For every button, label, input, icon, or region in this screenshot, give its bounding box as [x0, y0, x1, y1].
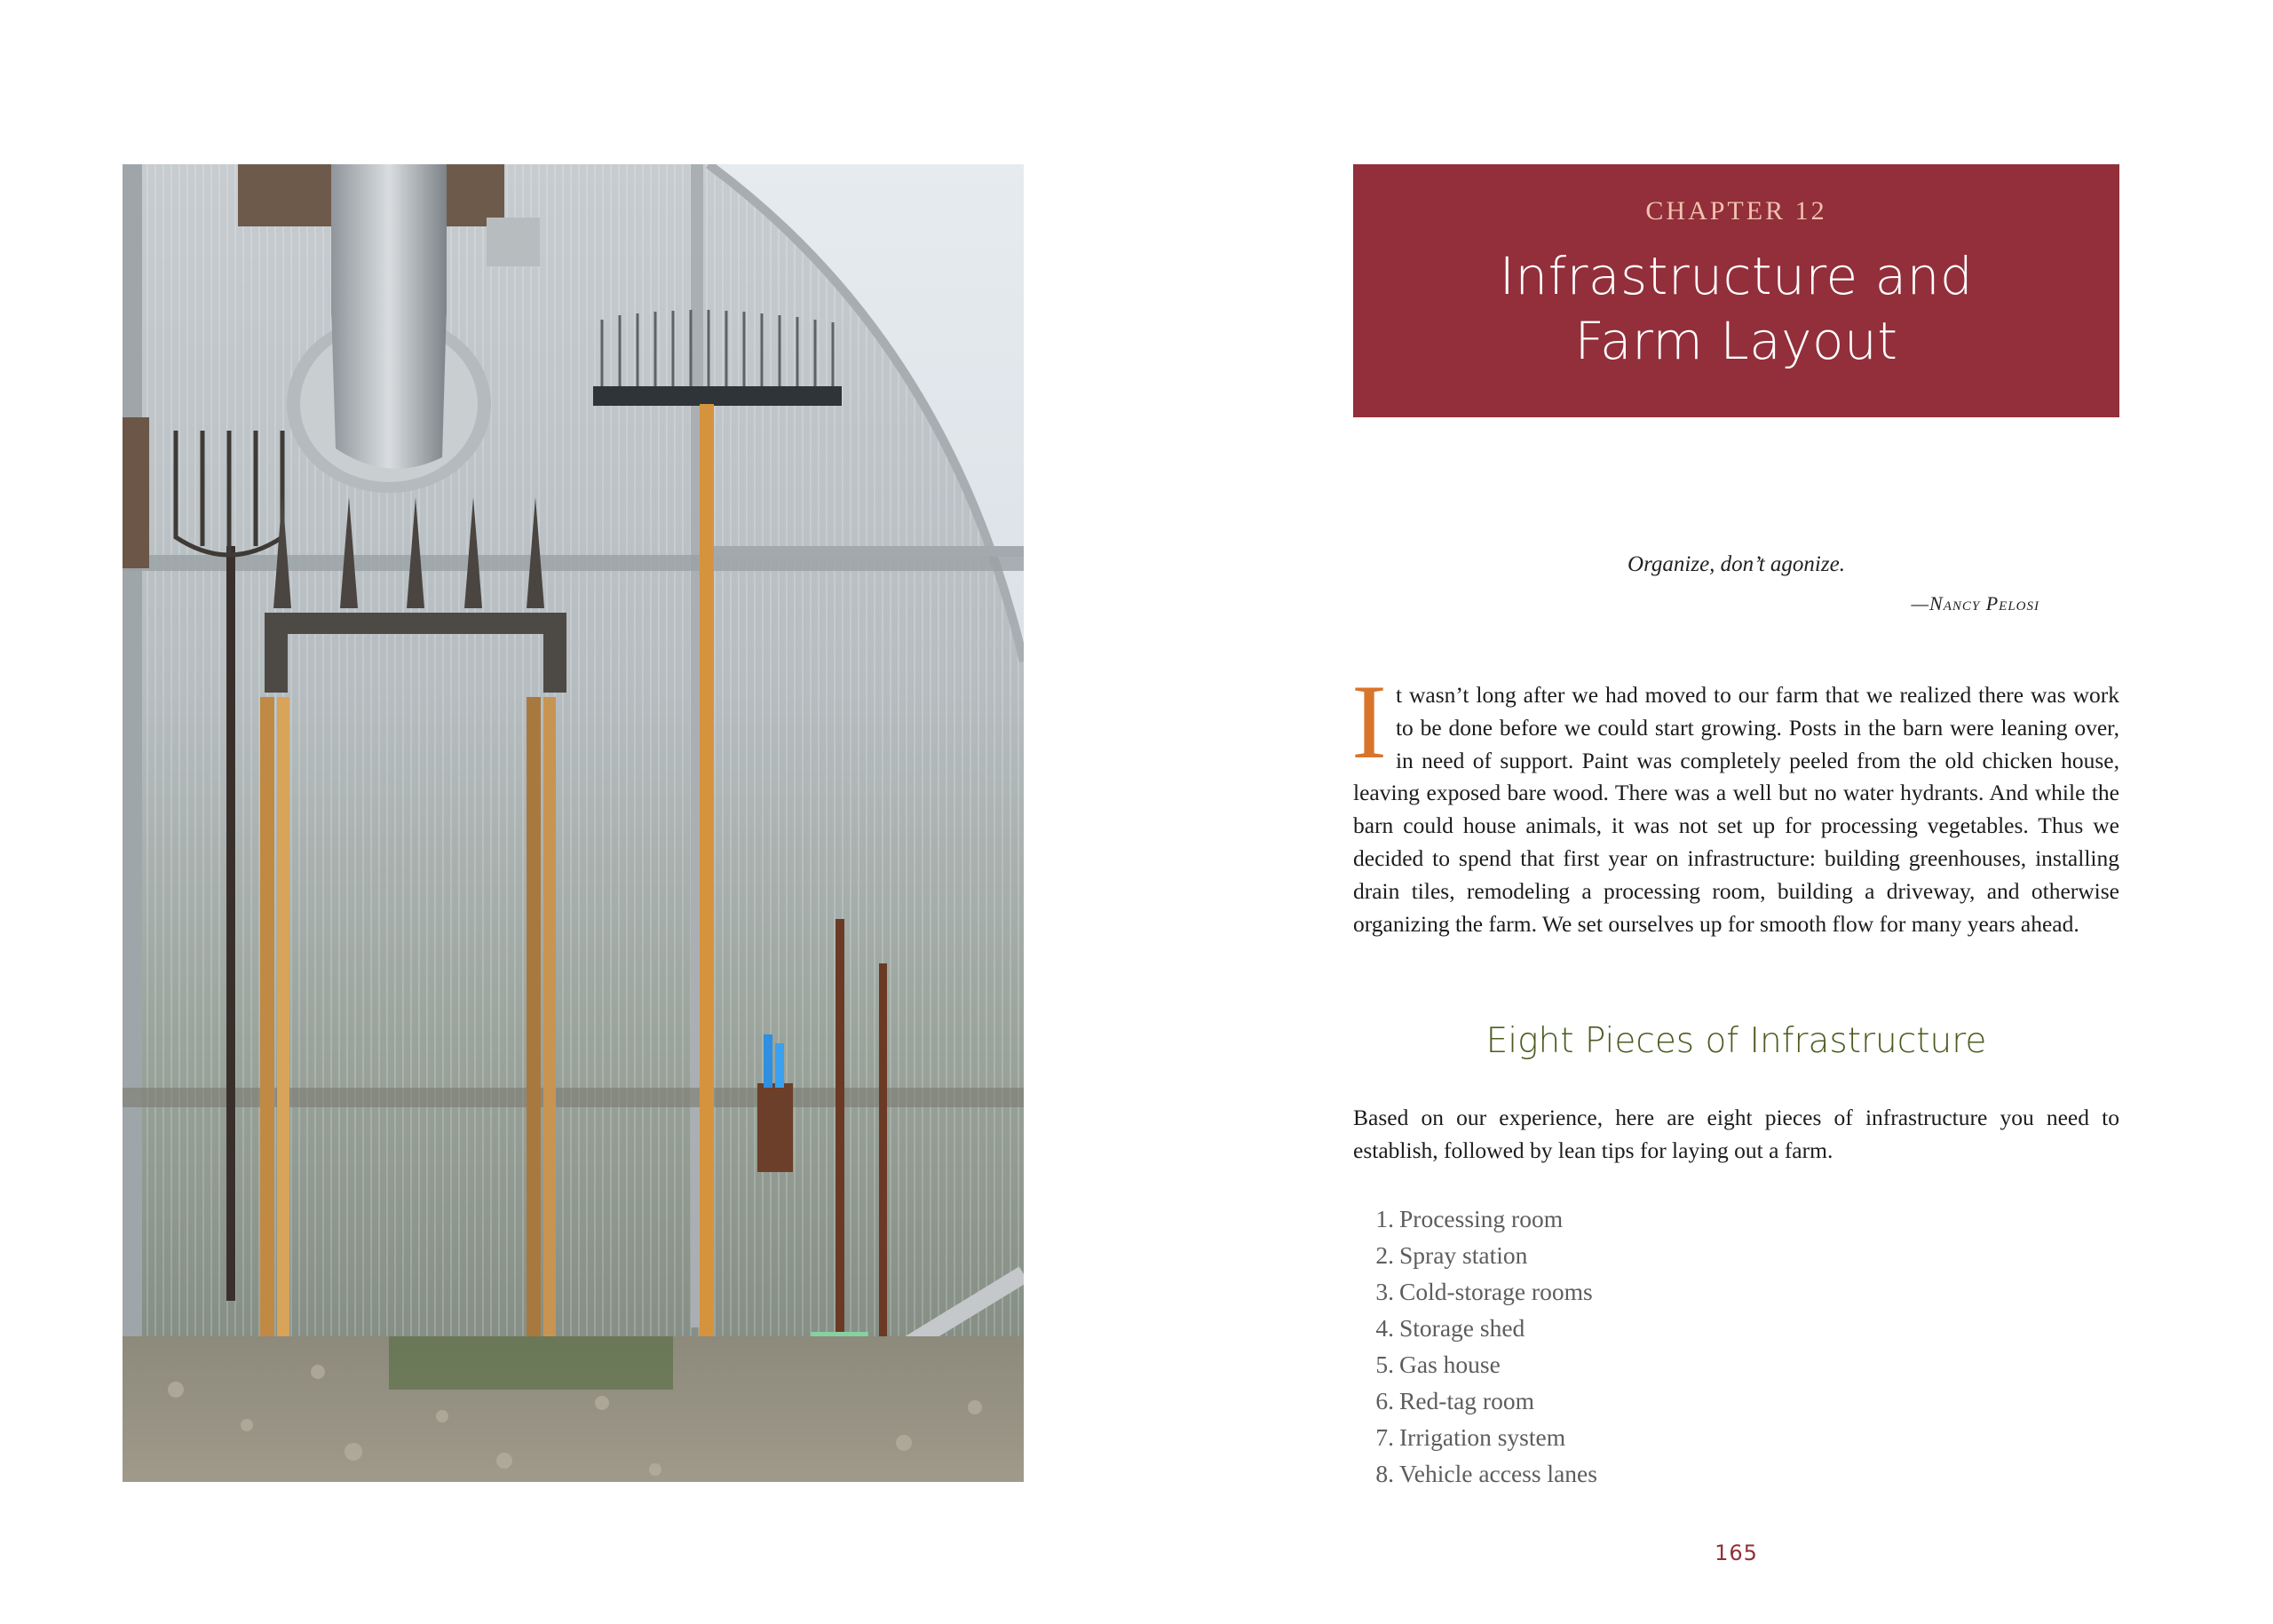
epigraph-quote: Organize, don’t agonize.: [1628, 552, 1845, 576]
opening-paragraph: [1351, 662, 2119, 940]
greenhouse-tools-photo: [123, 164, 1024, 1482]
page-number: 165: [1715, 1541, 1758, 1565]
list-item: 1. Processing room: [1375, 1205, 1564, 1232]
list-item: 7. Irrigation system: [1375, 1423, 1566, 1451]
list-item: 6. Red-tag room: [1375, 1387, 1534, 1414]
chapter-title-line2: Farm Layout: [1574, 311, 1898, 371]
chapter-number: CHAPTER 12: [1645, 196, 1827, 226]
list-item: 3. Cold-storage rooms: [1375, 1278, 1593, 1305]
epigraph-attribution: —Nancy Pelosi: [1911, 592, 2039, 614]
list-item: 4. Storage shed: [1375, 1314, 1525, 1342]
chapter-title: [1353, 244, 2119, 374]
list-item: 8. Vehicle access lanes: [1375, 1460, 1597, 1487]
section-intro: Based on our experience, here are eight pieces of infrastructure you need to establish, followed by lean tips for laying out a farm.: [1353, 1105, 2119, 1163]
chapter-title-box: [1353, 164, 2119, 417]
infrastructure-list: [1369, 1200, 1597, 1492]
chapter-title-line1: Infrastructure and: [1499, 246, 1974, 306]
opening-paragraph-text: t wasn’t long after we had moved to our farm that we realized there was work to be done before we could start growing. Posts in the barn were leaning over, in need of support. Paint was completely peeled from the old chicken house, leaving exposed bare wood. There was a well but no water hydrants. And while the barn could house animals, it was not set up for processing vegetables. Thus we decided to spend that first year on infrastructure: building greenhouses, installing drain tiles, remodeling a processing room, building a driveway, and otherwise organizing the farm. We set ourselves up for smooth flow for many years ahead.: [1353, 682, 2119, 937]
drop-cap: I: [1351, 662, 1387, 780]
section-heading: Eight Pieces of Infrastructure: [1485, 1021, 1987, 1061]
photo-illustration: [123, 164, 1024, 1482]
list-item: 2. Spray station: [1375, 1241, 1528, 1269]
list-item: 5. Gas house: [1375, 1351, 1501, 1378]
